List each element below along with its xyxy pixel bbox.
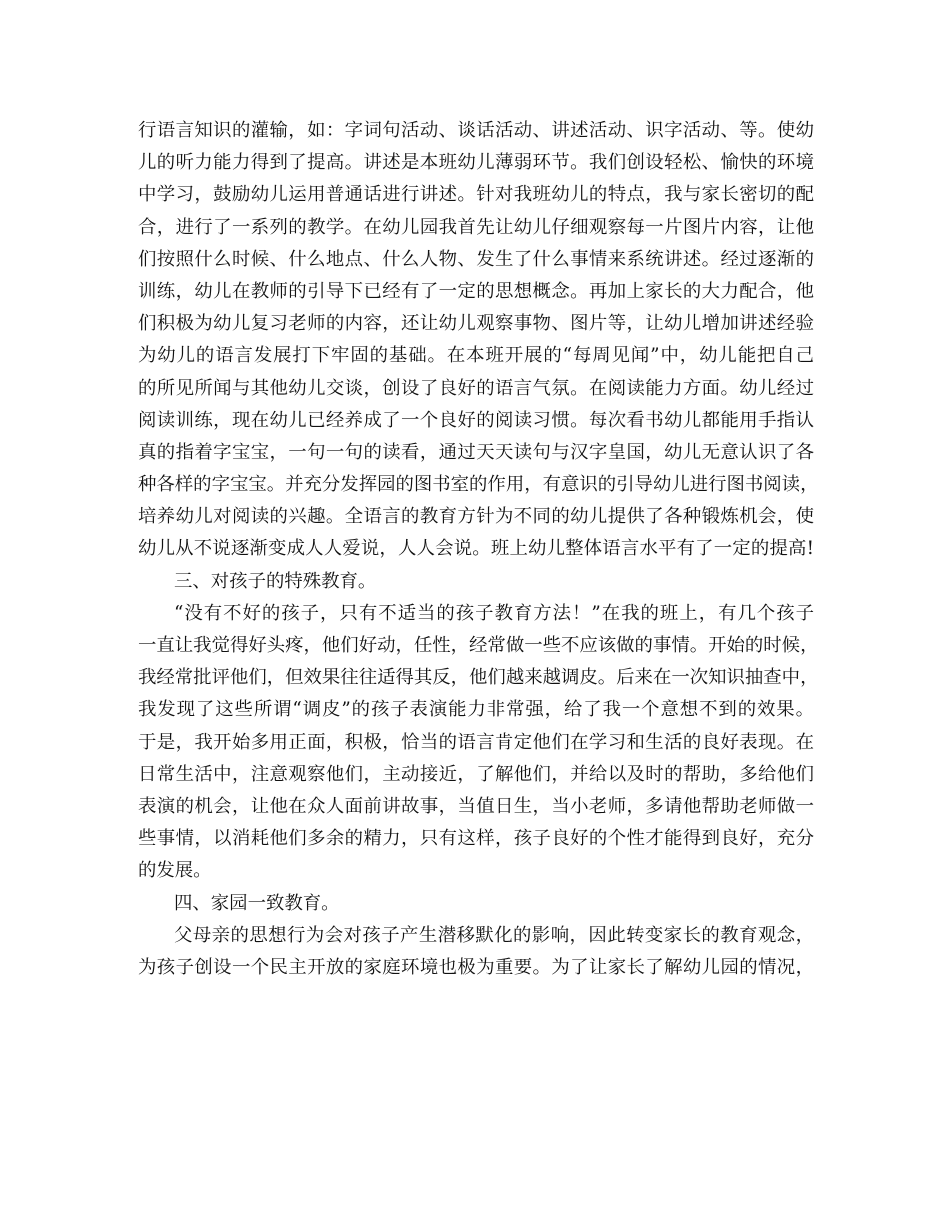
paragraph-line: “没有不好的孩子，只有不适当的孩子教育方法！”在我的班上，有几个孩子 bbox=[174, 602, 814, 624]
paragraph-line: 们积极为幼儿复习老师的内容，还让幼儿观察事物、图片等，让幼儿增加讲述经验 bbox=[138, 313, 814, 335]
section-heading: 四、家园一致教育。 bbox=[174, 892, 340, 914]
paragraph-line: 为幼儿的语言发展打下牢固的基础。在本班开展的“每周见闻”中，幼儿能把自己 bbox=[138, 345, 814, 367]
paragraph-line: 我发现了这些所谓“调皮”的孩子表演能力非常强，给了我一个意想不到的效果。 bbox=[138, 699, 814, 721]
paragraph-line: 培养幼儿对阅读的兴趣。全语言的教育方针为不同的幼儿提供了各种锻炼机会，使 bbox=[138, 506, 814, 528]
paragraph-line: 阅读训练，现在幼儿已经养成了一个良好的阅读习惯。每次看书幼儿都能用手指认 bbox=[138, 409, 814, 431]
paragraph-line: 的发展。 bbox=[138, 860, 212, 882]
paragraph-line: 父母亲的思想行为会对孩子产生潜移默化的影响，因此转变家长的教育观念， bbox=[174, 924, 814, 946]
paragraph-line: 我经常批评他们，但效果往往适得其反，他们越来越调皮。后来在一次知识抽查中， bbox=[138, 667, 819, 689]
paragraph-line: 于是，我开始多用正面，积极，恰当的语言肯定他们在学习和生活的良好表现。在 bbox=[138, 731, 814, 753]
paragraph-line: 为孩子创设一个民主开放的家庭环境也极为重要。为了让家长了解幼儿园的情况， bbox=[138, 956, 814, 978]
paragraph-line: 训练，幼儿在教师的引导下已经有了一定的思想概念。再加上家长的大力配合，他 bbox=[138, 280, 814, 302]
paragraph-line: 中学习，鼓励幼儿运用普通话进行讲述。针对我班幼儿的特点，我与家长密切的配 bbox=[138, 184, 814, 206]
paragraph-line: 种各样的字宝宝。并充分发挥园的图书室的作用，有意识的引导幼儿进行图书阅读， bbox=[138, 474, 819, 496]
paragraph-line: 行语言知识的灌输，如：字词句活动、谈话活动、讲述活动、识字活动、等。使幼 bbox=[138, 120, 814, 141]
paragraph-line: 幼儿从不说逐渐变成人人爱说，人人会说。班上幼儿整体语言水平有了一定的提高! bbox=[138, 538, 814, 560]
paragraph-line: 合，进行了一系列的教学。在幼儿园我首先让幼儿仔细观察每一片图片内容，让他 bbox=[138, 216, 814, 238]
paragraph-line: 儿的听力能力得到了提高。讲述是本班幼儿薄弱环节。我们创设轻松、愉快的环境 bbox=[138, 152, 814, 174]
paragraph-line: 表演的机会，让他在众人面前讲故事，当值日生，当小老师，多请他帮助老师做一 bbox=[138, 795, 814, 817]
paragraph-line: 真的指着字宝宝，一句一句的读看，通过天天读句与汉字皇国，幼儿无意认识了各 bbox=[138, 441, 814, 463]
paragraph-line: 一直让我觉得好头疼，他们好动，任性，经常做一些不应该做的事情。开始的时候， bbox=[138, 635, 819, 656]
section-heading: 三、对孩子的特殊教育。 bbox=[174, 570, 377, 592]
paragraph-line: 些事情，以消耗他们多余的精力，只有这样，孩子良好的个性才能得到良好，充分 bbox=[138, 828, 814, 850]
document-page bbox=[138, 115, 819, 984]
paragraph-line: 的所见所闻与其他幼儿交谈，创设了良好的语言气氛。在阅读能力方面。幼儿经过 bbox=[138, 377, 814, 399]
paragraph-line: 们按照什么时候、什么地点、什么人物、发生了什么事情来系统讲述。经过逐渐的 bbox=[138, 248, 814, 270]
paragraph-line: 日常生活中，注意观察他们，主动接近，了解他们，并给以及时的帮助，多给他们 bbox=[138, 763, 814, 785]
